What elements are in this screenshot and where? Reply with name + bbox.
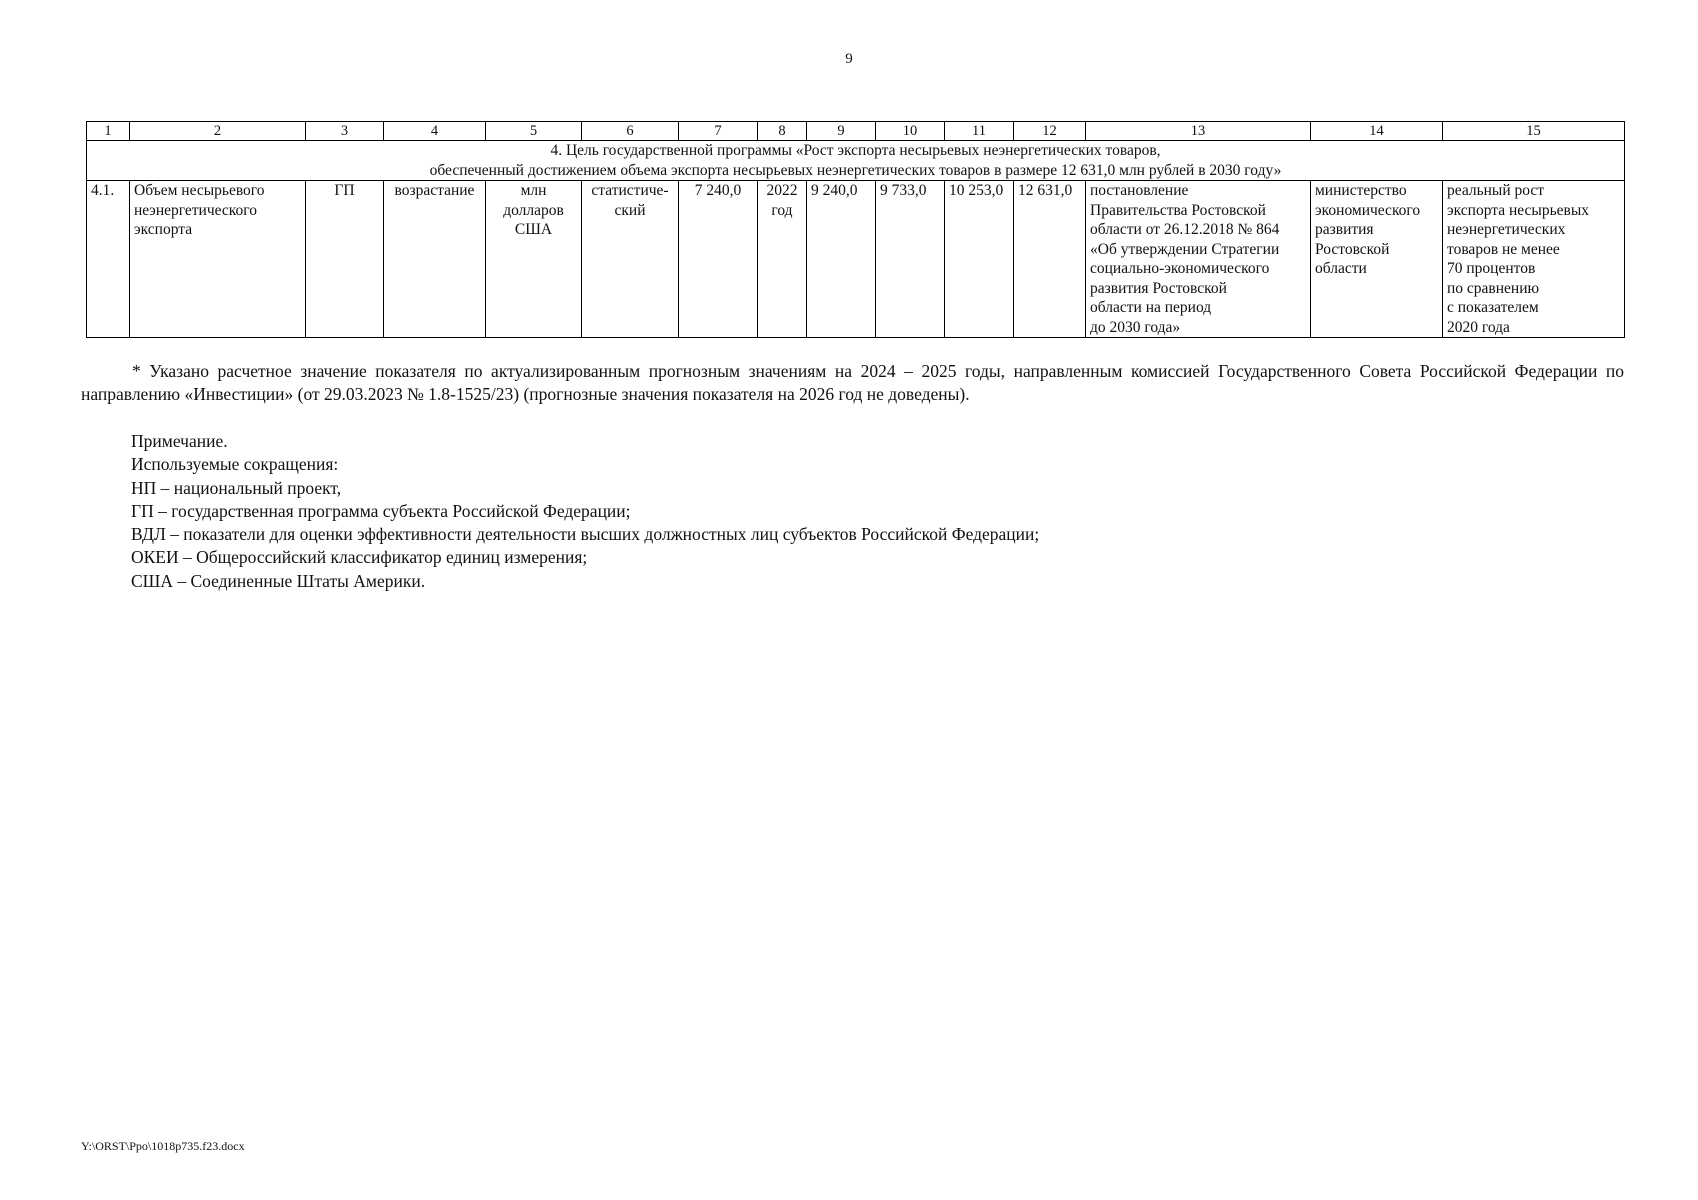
- row-number-cell: 4.1.: [87, 181, 130, 338]
- result-line: с показателем: [1447, 299, 1539, 316]
- goal-line: обеспеченный достижением объема экспорта несырьевых неэнергетических товаров в размере 12 631,0 млн рублей в 2030 году»: [429, 161, 1282, 179]
- value-cell: 9 733,0: [876, 181, 945, 338]
- column-number: 9: [807, 122, 876, 141]
- goal-row: [87, 141, 1625, 181]
- document-line: области от 26.12.2018 № 864: [1090, 221, 1280, 238]
- result-cell: [1443, 181, 1625, 338]
- note-line: ГП – государственная программа субъекта Российской Федерации;: [131, 500, 631, 521]
- base-year-line: 2022: [766, 182, 798, 199]
- document-line: до 2030 года»: [1090, 318, 1181, 336]
- indicator-name-cell: [130, 181, 306, 338]
- column-number: 5: [486, 122, 582, 141]
- value-cell: 12 631,0: [1014, 181, 1086, 338]
- result-line: экспорта несырьевых: [1447, 201, 1590, 219]
- document-line: Правительства Ростовской: [1090, 201, 1266, 219]
- column-number: 8: [758, 122, 807, 141]
- indicator-row: [87, 181, 1625, 338]
- indicator-type-line: статистиче-: [591, 182, 669, 199]
- responsible-line: министерство: [1315, 182, 1407, 199]
- column-number: 6: [582, 122, 679, 141]
- column-number-row: [87, 122, 1625, 141]
- indicator-name-line: экспорта: [134, 221, 193, 238]
- column-number: 15: [1443, 122, 1625, 141]
- column-number: 2: [130, 122, 306, 141]
- document-line: «Об утверждении Стратегии: [1090, 240, 1280, 258]
- note-line: ВДЛ – показатели для оценки эффективности деятельности высших должностных лиц субъектов Российской Федерации;: [131, 524, 1040, 545]
- value-cell: 10 253,0: [945, 181, 1014, 338]
- goal-line: 4. Цель государственной программы «Рост экспорта несырьевых неэнергетических товаров,: [550, 142, 1161, 159]
- file-path: Y:\ORST\Ppo\1018p735.f23.docx: [81, 1139, 245, 1153]
- indicator-name-line: неэнергетического: [134, 201, 258, 219]
- column-number: 7: [679, 122, 758, 141]
- page-number: 9: [845, 51, 853, 67]
- abbreviations-note: [131, 430, 1591, 593]
- document-cell: [1086, 181, 1311, 338]
- note-line: Используемые сокращения:: [131, 454, 339, 475]
- document-line: социально-экономического: [1090, 260, 1270, 277]
- result-line: неэнергетических: [1447, 221, 1566, 238]
- result-line: реальный рост: [1447, 182, 1545, 199]
- responsible-line: Ростовской: [1315, 240, 1390, 258]
- base-year-cell: [758, 181, 807, 338]
- result-line: 2020 года: [1447, 318, 1510, 336]
- unit-line: долларов: [503, 201, 564, 219]
- column-number: 12: [1014, 122, 1086, 141]
- column-number: 13: [1086, 122, 1311, 141]
- responsible-cell: [1311, 181, 1443, 338]
- responsible-line: экономического: [1315, 201, 1421, 219]
- note-title: Примечание.: [131, 431, 228, 451]
- document-line: постановление: [1090, 182, 1189, 199]
- unit-line: США: [514, 221, 553, 238]
- column-number: 4: [384, 122, 486, 141]
- document-line: области на период: [1090, 299, 1212, 316]
- note-line: ОКЕИ – Общероссийский классификатор единиц измерения;: [131, 547, 588, 568]
- trend-cell: возрастание: [384, 181, 486, 338]
- unit-line: млн: [520, 182, 547, 199]
- indicator-name-line: Объем несырьевого: [134, 182, 265, 199]
- goal-cell: [87, 141, 1625, 181]
- result-line: по сравнению: [1447, 279, 1540, 297]
- column-number: 11: [945, 122, 1014, 141]
- column-number: 10: [876, 122, 945, 141]
- column-number: 3: [306, 122, 384, 141]
- responsible-line: области: [1315, 260, 1367, 277]
- indicator-type-line: ский: [614, 201, 646, 219]
- note-line: НП – национальный проект,: [131, 477, 342, 498]
- unit-cell: [486, 181, 582, 338]
- result-line: 70 процентов: [1447, 260, 1536, 277]
- value-cell: 9 240,0: [807, 181, 876, 338]
- footnote: * Указано расчетное значение показателя по актуализированным прогнозным значениям на 2024 – 2025 годы, направленным комиссией Государственного Совета Российской Федерации по направлению «Инвестиции» (от 29.03.2023 № 1.8-1525/23) (прогнозные значения показателя на 2026 год не доведены).: [81, 361, 1624, 404]
- base-year-line: год: [771, 201, 793, 219]
- indicators-table: [86, 121, 1625, 338]
- level-cell: ГП: [306, 181, 384, 338]
- note-line: США – Соединенные Штаты Америки.: [131, 570, 426, 591]
- column-number: 14: [1311, 122, 1443, 141]
- result-line: товаров не менее: [1447, 240, 1560, 258]
- base-value-cell: 7 240,0: [679, 181, 758, 338]
- document-line: развития Ростовской: [1090, 279, 1227, 297]
- indicator-type-cell: [582, 181, 679, 338]
- column-number: 1: [87, 122, 130, 141]
- responsible-line: развития: [1315, 221, 1374, 238]
